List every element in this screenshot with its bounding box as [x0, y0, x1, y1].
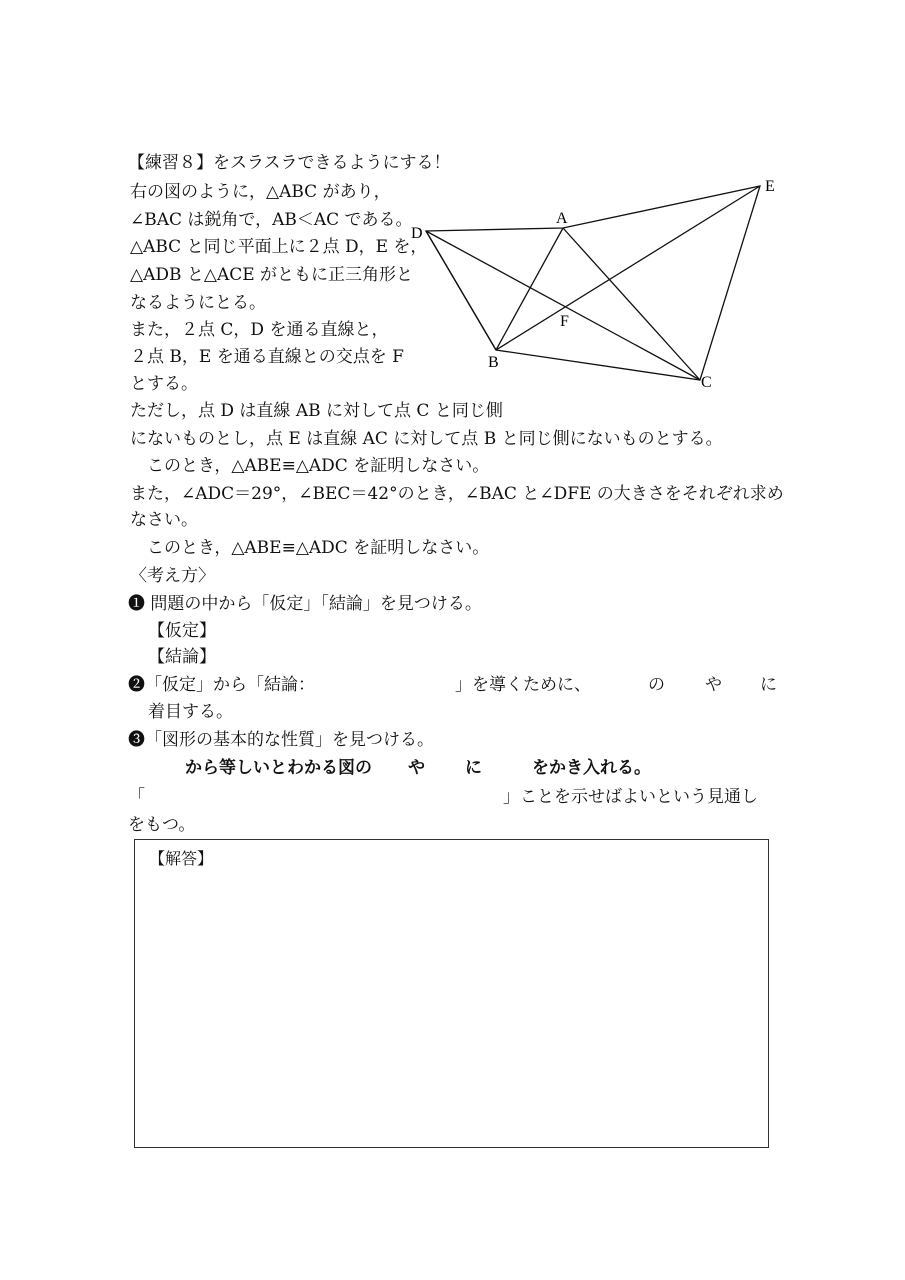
problem-line: ２点 B，E を通る直線との交点を F [130, 347, 404, 367]
problem-line: にないものとし，点 E は直線 AC に対して点 B と同じ側にないものとする。 [130, 429, 723, 449]
step-2: ❷「仮定」から「結論： [128, 675, 315, 695]
exercise-title: 【練習８】をスラスラできるようにする！ [128, 153, 451, 173]
problem-line: また，∠ADC＝29°，∠BEC＝42°のとき，∠BAC と∠DFE の大きさをそれぞれ求め [130, 484, 784, 504]
step-3-text: から等しいとわかる図の [185, 758, 372, 778]
problem-line: ただし，点 D は直線 AB に対して点 C と同じ側 [130, 401, 503, 421]
segment-DB [426, 231, 496, 350]
step-3-text: に [465, 758, 482, 778]
problem-line: 右の図のように，△ABC があり， [130, 182, 391, 202]
problem-line: △ABC と同じ平面上に２点 D，E を， [130, 237, 428, 257]
problem-line: なさい。 [130, 510, 198, 530]
step-1: ❶ 問題の中から「仮定」「結論」を見つける。 [128, 594, 482, 614]
outlook-text: 」ことを示せばよいという見通し [503, 787, 758, 807]
label-F: F [560, 313, 569, 330]
problem-line: △ADB と△ACE がともに正三角形と [130, 265, 414, 285]
answer-label: 【解答】 [149, 849, 214, 868]
problem-line: このとき，△ABE≡△ADC を証明しなさい。 [130, 456, 490, 476]
thinking-heading: 〈考え方〉 [130, 566, 215, 586]
step-2-text: や [705, 675, 722, 695]
outlook-text: をもつ。 [128, 815, 196, 835]
segment-AB [496, 228, 563, 350]
answer-box[interactable] [134, 839, 769, 1148]
label-D: D [411, 225, 423, 242]
problem-line: このとき，△ABE≡△ADC を証明しなさい。 [130, 538, 490, 558]
conclusion-label: 【結論】 [148, 647, 216, 667]
segment-AC [563, 228, 700, 380]
step-2-text: の [648, 675, 665, 695]
label-E: E [765, 178, 775, 195]
problem-line: とする。 [130, 374, 198, 394]
problem-line: なるようにとる。 [130, 293, 266, 313]
problem-line: ∠BAC は鋭角で，AB＜AC である。 [130, 210, 413, 230]
segment-BE [496, 186, 760, 350]
outlook-text: 「 [128, 787, 145, 807]
step-3: ❸「図形の基本的な性質」を見つける。 [128, 730, 434, 750]
step-2-text: 着目する。 [148, 702, 233, 722]
step-2-text: 」を導くために、 [455, 675, 591, 695]
step-3-text: や [408, 758, 425, 778]
outer-polygon [426, 186, 760, 380]
assumption-label: 【仮定】 [148, 621, 216, 641]
geometry-figure [0, 0, 905, 420]
label-B: B [488, 354, 499, 371]
label-C: C [701, 374, 712, 391]
step-2-text: に [760, 675, 777, 695]
label-A: A [556, 210, 568, 227]
segment-DC [426, 231, 700, 380]
step-3-text: をかき入れる。 [532, 758, 651, 778]
problem-line: また，２点 C，D を通る直線と， [130, 320, 389, 340]
